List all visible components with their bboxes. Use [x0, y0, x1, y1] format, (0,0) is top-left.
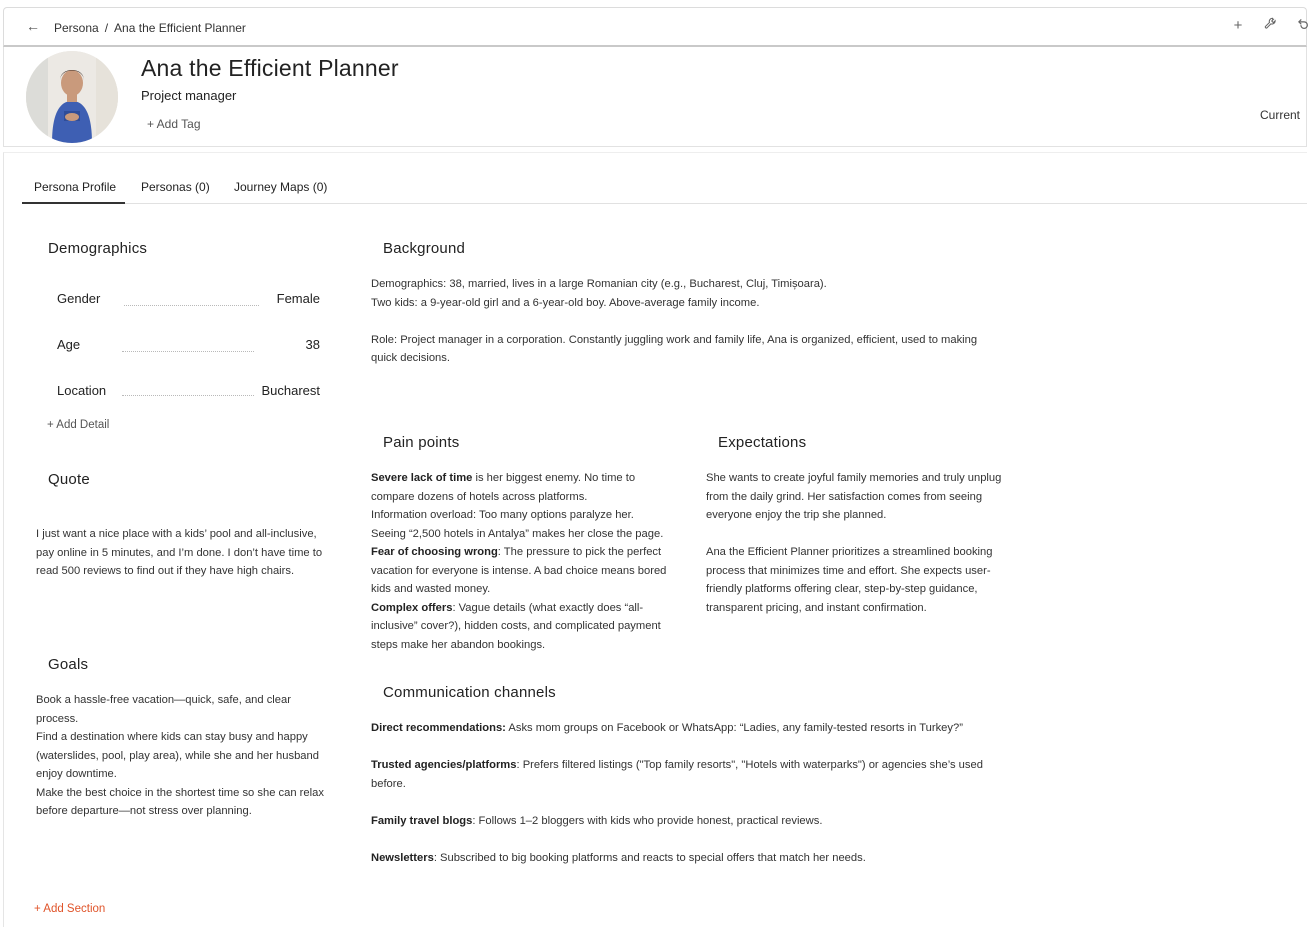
top-bar	[3, 7, 1307, 47]
breadcrumb-separator: /	[104, 21, 109, 35]
expectations-title: Expectations	[718, 434, 807, 451]
persona-name[interactable]: Ana the Efficient Planner	[141, 55, 399, 81]
demographics-title: Demographics	[48, 240, 148, 257]
channels-text[interactable]: Direct recommendations: Asks mom groups on Facebook or WhatsApp: “Ladies, any family-tested resorts in Turkey?” Trusted agencies/platforms: Prefers filtered listings ("Top family resorts", "Hotels with waterparks") or agencies she’s used before. Family travel blogs: Follows 1–2 bloggers with kids who provide honest, practical reviews. Newsletters: Subscribed to big booking platforms and reacts to special offers that match her needs.	[371, 722, 983, 864]
pain-points-text[interactable]: Severe lack of time is her biggest enemy. No time to compare dozens of hotels across platforms. Information overload: Too many options paralyze her. Seeing “2,500 hotels in Antalya” makes her close the page. Fear of choosing wrong: The pressure to pick the perfect vacation for everyone is intense. A bad choice means bored kids and wasted money. Complex offers: Vague details (what exactly does “all- inclusive” cover?), hidden costs, and complicated payment steps make her abandon bookings.	[371, 472, 667, 651]
channels-title: Communication channels	[383, 684, 556, 701]
tab-personas[interactable]: Personas (0)	[141, 180, 210, 194]
tab-journey-maps[interactable]: Journey Maps (0)	[234, 180, 328, 194]
breadcrumb-current: Ana the Efficient Planner	[114, 21, 246, 35]
breadcrumb-parent[interactable]: Persona	[54, 21, 99, 35]
detail-value-age[interactable]: 38	[305, 337, 320, 352]
add-section-button[interactable]: + Add Section	[34, 903, 106, 915]
detail-value-gender[interactable]: Female	[276, 291, 320, 306]
quote-title: Quote	[48, 471, 90, 488]
detail-label-gender: Gender	[57, 291, 101, 306]
persona-role[interactable]: Project manager	[141, 88, 237, 103]
detail-value-location[interactable]: Bucharest	[261, 383, 320, 398]
detail-label-age: Age	[57, 337, 81, 352]
goals-title: Goals	[48, 656, 89, 673]
add-detail-button[interactable]: + Add Detail	[47, 419, 110, 431]
quote-text[interactable]: I just want a nice place with a kids’ pool and all-inclusive, pay online in 5 minutes, and I’m done. I don’t have time to read 500 reviews to find out if they have high chairs.	[36, 528, 323, 577]
tab-bar	[22, 175, 1307, 204]
avatar[interactable]	[26, 51, 118, 143]
detail-divider	[124, 305, 259, 306]
status-badge: Current	[1259, 108, 1300, 122]
detail-divider	[122, 395, 254, 396]
detail-divider	[122, 351, 254, 352]
background-text[interactable]: Demographics: 38, married, lives in a large Romanian city (e.g., Bucharest, Cluj, Timișoara). Two kids: a 9-year-old girl and a 6-year-old boy. Above-average family income. Role: Project manager in a corporation. Constantly juggling work and family life, Ana is organized, efficient, used to making quick decisions.	[371, 278, 978, 364]
add-tag-button[interactable]: + Add Tag	[147, 117, 201, 131]
persona-header	[3, 47, 1307, 147]
expectations-text[interactable]: She wants to create joyful family memories and truly unplug from the daily grind. Her satisfaction comes from seeing everyone enjoy the trip she planned. Ana the Efficient Planner prioritizes a streamlined booking process that minimizes time and effort. She expects user- friendly platforms offering clear, step-by-step guidance, transparent pricing, and instant confirmation.	[706, 472, 1002, 614]
pain-points-title: Pain points	[383, 434, 460, 451]
undo-icon[interactable]	[1293, 17, 1310, 34]
tab-persona-profile[interactable]: Persona Profile	[22, 180, 125, 204]
detail-label-location: Location	[57, 383, 107, 398]
arrow-left-icon[interactable]: ←	[26, 18, 40, 34]
wrench-icon[interactable]	[1261, 17, 1279, 34]
breadcrumb	[54, 21, 246, 35]
plus-icon[interactable]: +	[1233, 17, 1243, 34]
background-title: Background	[383, 240, 466, 257]
goals-text[interactable]: Book a hassle-free vacation—quick, safe, and clear process. Find a destination where kids can stay busy and happy (waterslides, pool, play area), while she and her husband enjoy downtime. Make the best choice in the shortest time so she can relax before departure—not stress over planning.	[36, 694, 324, 817]
